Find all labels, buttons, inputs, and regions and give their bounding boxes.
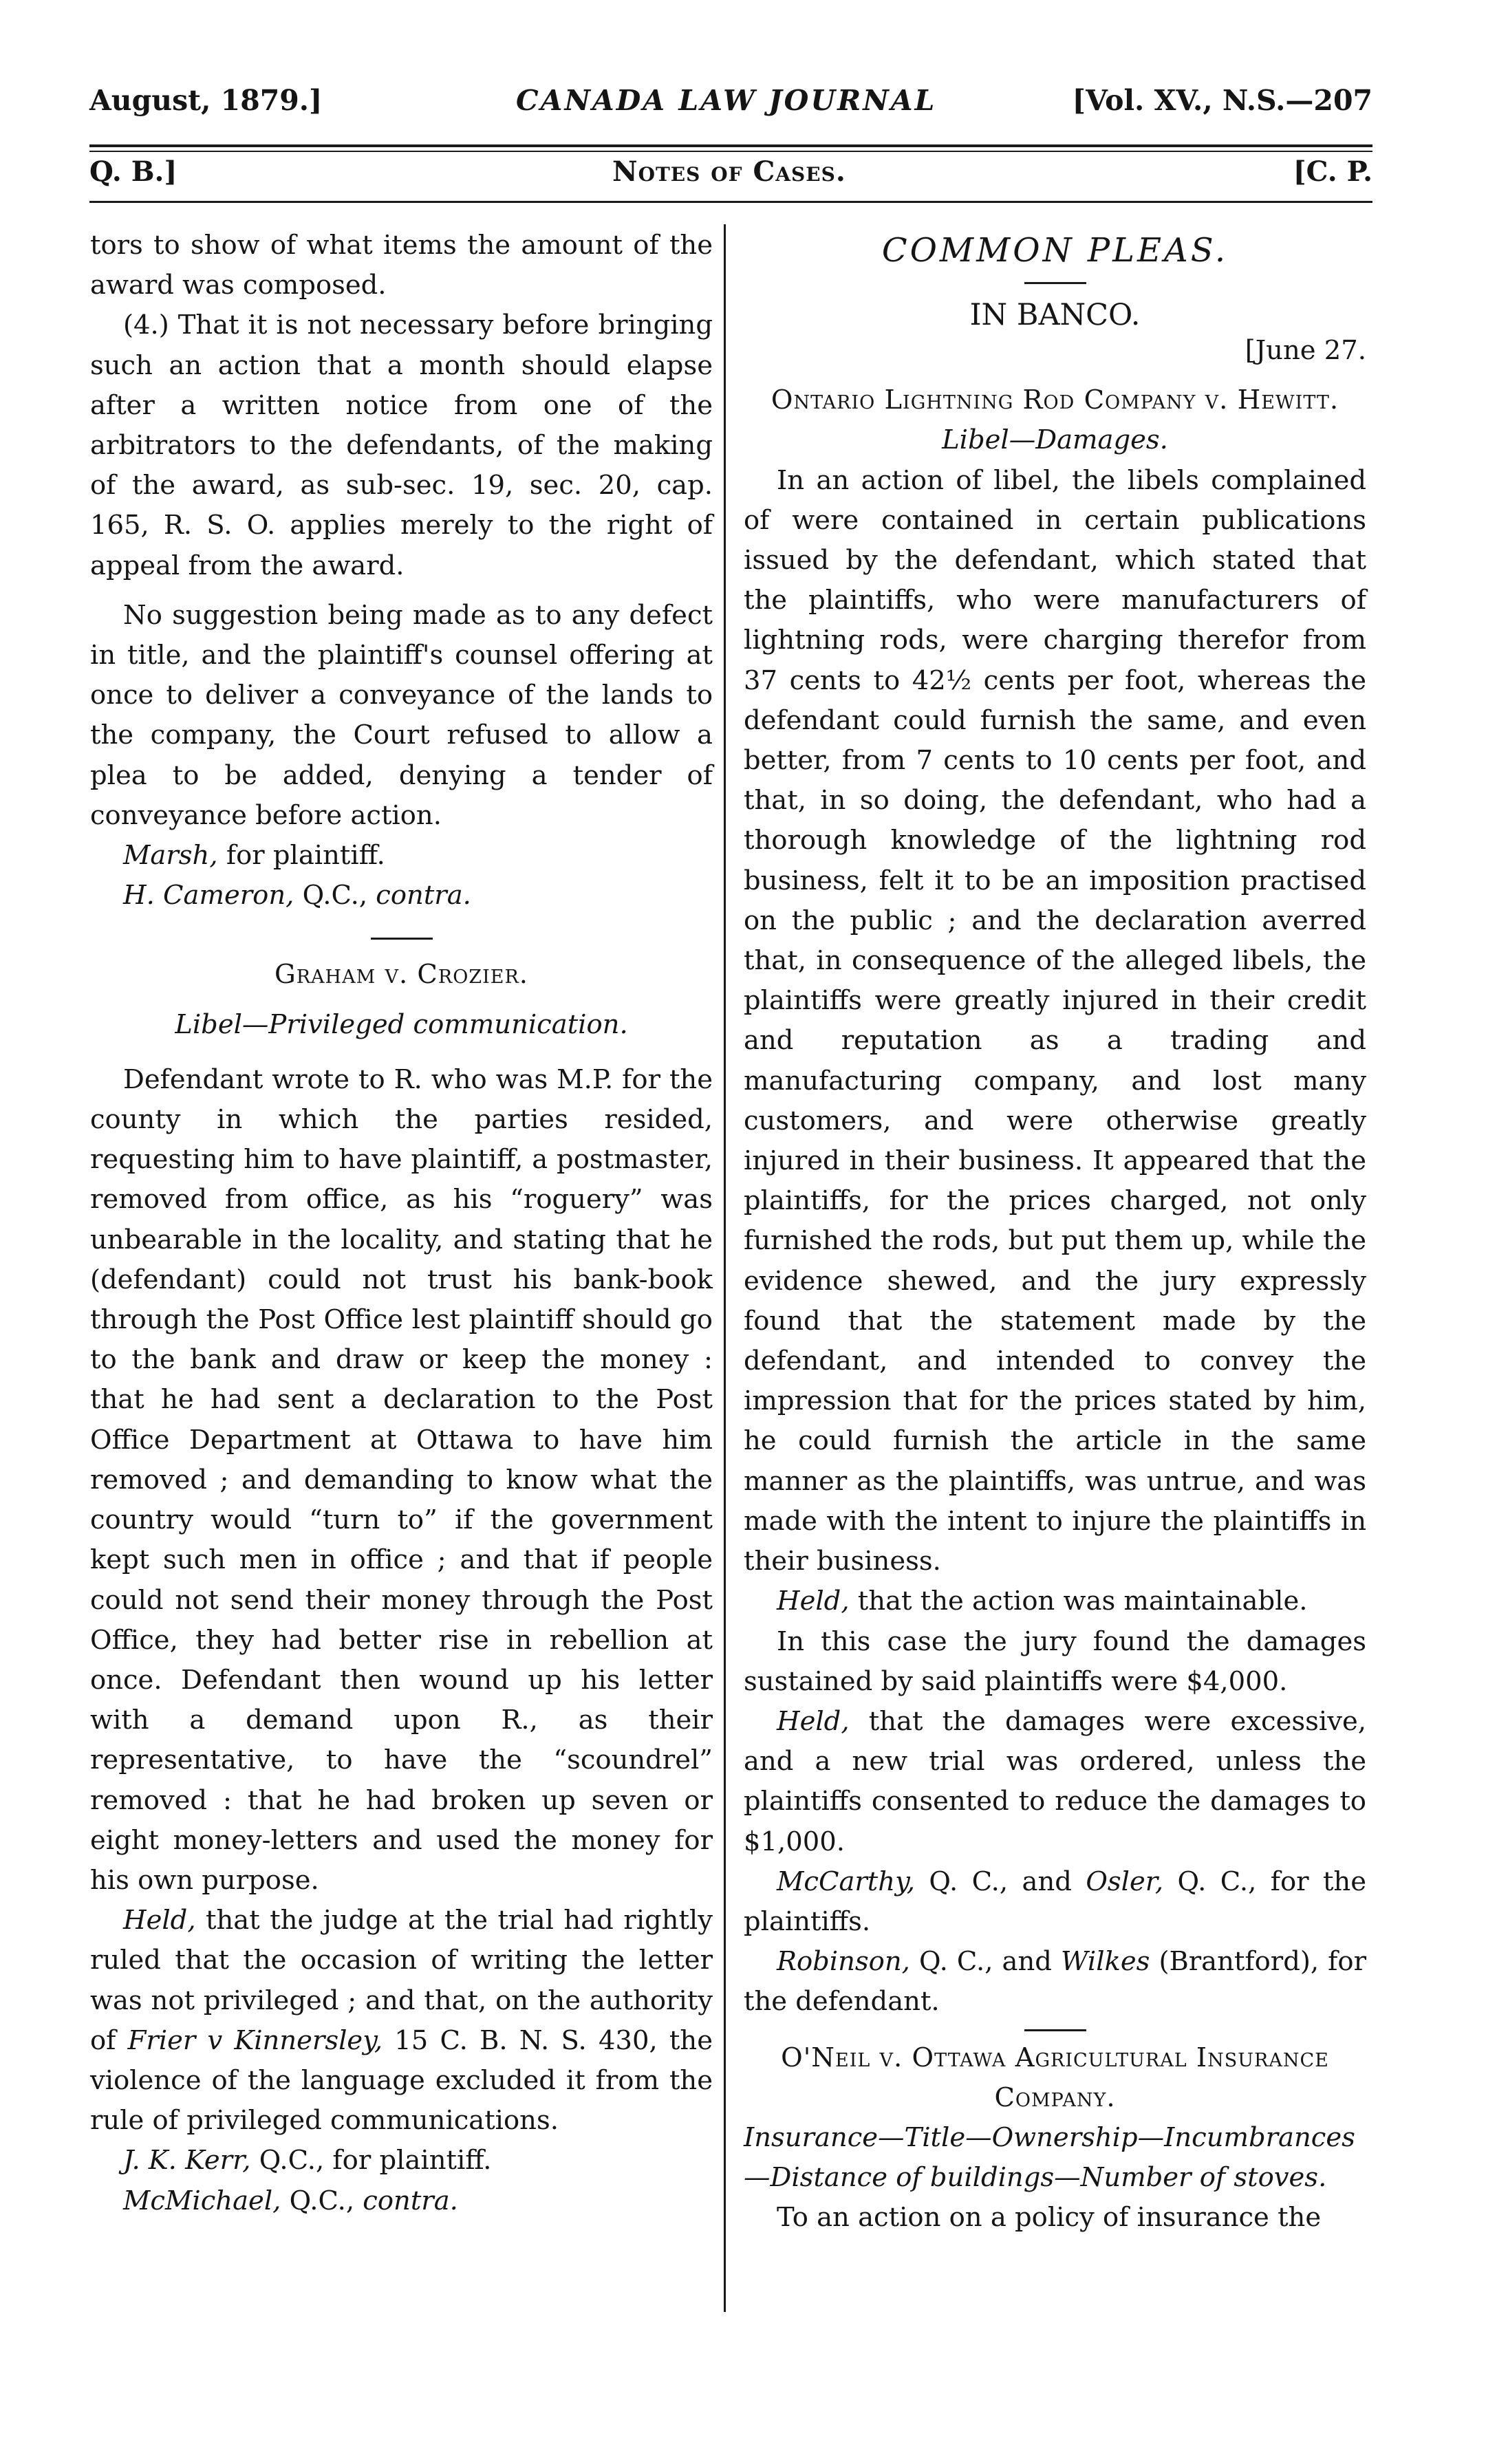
case-citation: Frier v Kinnersley, [127,2024,383,2056]
counsel-line [744,1862,1366,1942]
paragraph: Defendant wrote to R. who was M.P. for the county in which the parties resided, requesting him to have plaintiff, a postmaster, removed from office, as his “roguery” was unbearable in the locality, and stating that he (defendant) could not trust his bank-book through the Post Office lest plaintiff should go to the bank and draw or keep the money : that he had sent a declaration to the Post Office Department at Ottawa to have him removed ; and demanding to know what the country would “turn to” if the government kept such men in office ; and that if people could not send their money through the Post Office, they had better rise in rebellion at once. Defendant then wound up his letter with a demand upon R., as their representative, to have the “scoundrel” removed : that he had broken up seven or eight money-letters and used the money for his own purpose. [90,1063,713,1896]
court-heading-rule [1024,282,1086,284]
counsel-role: Q.C., for plaintiff. [250,2145,492,2176]
case-topic: Libel—Privileged communication. [175,1008,628,1040]
case-topic: Libel—Damages. [942,424,1168,456]
paragraph: (4.) That it is not necessary before bringing such an action that a month should elapse after a written notice from one of the arbitrators to the defendants, of the making of the award, as sub-sec. 19, sec. 20, cap. 165, R. S. O. applies merely to the right of appeal from the award. [90,310,713,581]
holding-text: 15 C. B. N. S. 430, the violence of the language excluded it from the rule of privileged communications. [90,2024,713,2137]
counsel-line [90,836,713,876]
holding-paragraph [90,1901,713,2141]
counsel-name: H. Cameron, [123,880,294,911]
paragraph: In an action of libel, the libels complained of were contained in certain publications issued by the defendant, which stated that the plaintiffs, who were manufacturers of lightning rods, were charging therefor from 37 cents to 42½ cents per foot, whereas the defendant could furnish the same, and even better, from 7 cents to 10 cents per foot, and that, in so doing, the defendant, who had a thorough knowledge of the lightning rod business, felt it to be an imposition practised on the public ; and the declaration averred that, in consequence of the alleged libels, the plaintiffs were greatly injured in their credit and reputation as a trading and manufacturing company, and lost many customers, and were otherwise greatly injured in their business. It appeared that the plaintiffs, for the prices charged, not only furnished the rods, but put them up, while the evidence shewed, and the jury expressly found that the statement made by the defendant, and intended to convey the impression that for the prices stated by him, he could furnish the article in the same manner as the plaintiffs, was untrue, and was made with the intent to injure the plaintiffs in their business. [744,464,1366,1577]
held-word: Held, [123,1905,196,1936]
section-head [89,155,1372,194]
holding-text: that the judge at the trial had rightly ruled that the occasion of writing the letter was not privileged ; and that, on the authority of [90,1905,713,2056]
volume-page-number: [Vol. XV., N.S.—207 [1072,84,1372,117]
case-title: O'Neil v. Ottawa Agricultural Insurance Company. [781,2042,1329,2113]
decision-date: [June 27. [1245,335,1366,366]
header-rule-thick [89,144,1372,147]
banco-heading: IN BANCO. [969,298,1141,332]
counsel-line [90,2181,713,2221]
court-heading: COMMON PLEAS. [881,231,1229,270]
case-topic: Insurance—Title—Ownership—Incumbrances—Distance of buildings—Number of stoves. [744,2121,1355,2194]
counsel-role: Q.C., [294,880,376,911]
paragraph: In this case the jury found the damages sustained by said plaintiffs were $4,000. [744,1625,1366,1697]
right-column [744,226,1366,2238]
header-rule-thin [89,151,1372,152]
case-title: Ontario Lightning Rod Company v. Hewitt. [771,385,1339,416]
counsel-role: for plaintiff. [217,840,385,872]
counsel-role: Q. C., and [914,1866,1086,1897]
case-separator [1024,2029,1086,2031]
left-column [90,226,713,2221]
court-left: Q. B.] [89,155,177,188]
counsel-name: McMichael, [123,2185,281,2216]
counsel-line [744,1942,1366,2022]
counsel-role: Q. C., for the plaintiffs. [744,1866,1366,1937]
counsel-role: (Brantford), for the defendant. [744,1946,1367,2018]
case-title: Graham v. Crozier. [274,959,529,991]
holding-paragraph [744,1702,1366,1862]
journal-title: CANADA LAW JOURNAL [516,84,937,117]
holding-text: that the damages were excessive, and a new trial was ordered, unless the plaintiffs consented to reduce the damages to $1,000. [744,1705,1366,1857]
counsel-role: Q. C., and [909,1946,1061,1978]
paragraph: To an action on a policy of insurance the [777,2202,1322,2234]
counsel-name: Wilkes [1060,1946,1150,1978]
counsel-name: Robinson, [777,1946,910,1978]
counsel-name: J. K. Kerr, [123,2145,251,2176]
held-word: Held, [777,1705,850,1737]
column-divider [724,224,726,2312]
counsel-name: Osler, [1086,1866,1164,1897]
counsel-contra: contra. [363,2185,458,2216]
holding-text: that the action was maintainable. [849,1586,1308,1617]
issue-date: August, 1879.] [89,84,323,117]
case-separator [371,938,433,940]
counsel-line [90,2141,713,2181]
running-head [89,84,1372,132]
section-title: Notes of Cases. [612,155,846,188]
court-right: [C. P. [1293,155,1372,188]
paragraph: tors to show of what items the amount of the award was composed. [90,230,713,301]
counsel-name: McCarthy, [777,1866,915,1897]
held-word: Held, [777,1586,850,1617]
counsel-line [90,876,713,916]
counsel-name: Marsh, [123,840,218,872]
section-rule [89,201,1372,203]
paragraph: No suggestion being made as to any defect in title, and the plaintiff's counsel offering at once to deliver a conveyance of the lands to the company, the Court refused to allow a plea to be added, denying a tender of conveyance before action. [90,599,713,831]
counsel-contra: contra. [376,880,471,911]
holding-paragraph [744,1581,1366,1621]
counsel-role: Q.C., [281,2185,363,2216]
